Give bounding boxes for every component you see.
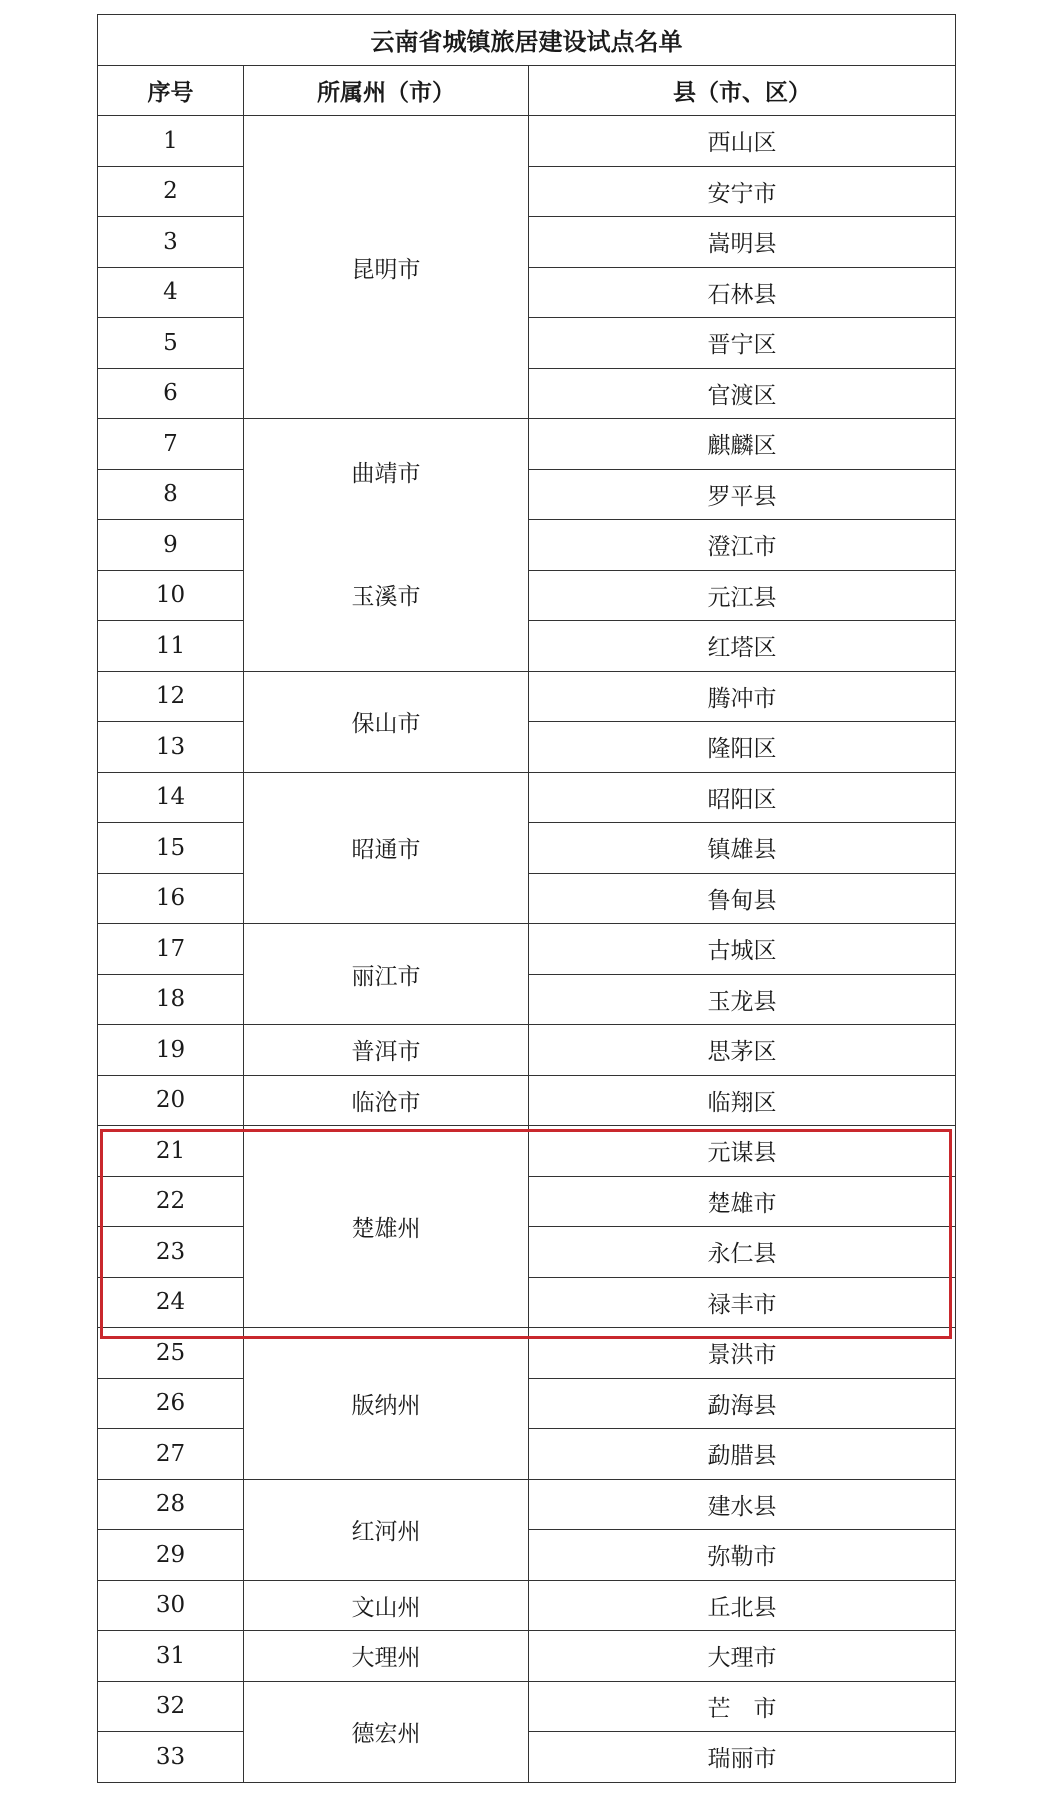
table-row [98, 1126, 956, 1177]
county-cell: 思茅区 [529, 1025, 956, 1076]
county-cell: 鲁甸县 [529, 873, 956, 924]
row-index: 17 [98, 924, 244, 975]
table-row [98, 1075, 956, 1126]
row-index: 13 [98, 722, 244, 773]
row-index: 18 [98, 974, 244, 1025]
row-index: 12 [98, 671, 244, 722]
table-row [98, 419, 956, 470]
county-cell: 建水县 [529, 1479, 956, 1530]
row-index: 28 [98, 1479, 244, 1530]
county-cell: 官渡区 [529, 368, 956, 419]
row-index: 24 [98, 1277, 244, 1328]
county-cell: 弥勒市 [529, 1530, 956, 1581]
county-cell: 澄江市 [529, 520, 956, 571]
prefecture-cell: 丽江市 [244, 924, 529, 1025]
row-index: 32 [98, 1681, 244, 1732]
county-cell: 西山区 [529, 116, 956, 167]
prefecture-cell: 版纳州 [244, 1328, 529, 1480]
table-row [98, 1328, 956, 1379]
row-index: 33 [98, 1732, 244, 1783]
county-cell: 古城区 [529, 924, 956, 975]
prefecture-cell: 昆明市 [244, 116, 529, 419]
prefecture-cell [244, 419, 529, 672]
county-cell: 元江县 [529, 570, 956, 621]
county-cell: 安宁市 [529, 166, 956, 217]
row-index: 19 [98, 1025, 244, 1076]
county-cell: 腾冲市 [529, 671, 956, 722]
row-index: 30 [98, 1580, 244, 1631]
row-index: 3 [98, 217, 244, 268]
prefecture-cell: 德宏州 [244, 1681, 529, 1782]
row-index: 21 [98, 1126, 244, 1177]
header-county: 县（市、区） [529, 65, 956, 116]
pilot-list-sheet [97, 14, 955, 1783]
table-row [98, 116, 956, 167]
row-index: 26 [98, 1378, 244, 1429]
row-index: 23 [98, 1227, 244, 1278]
prefecture-cell: 临沧市 [244, 1075, 529, 1126]
county-cell: 石林县 [529, 267, 956, 318]
row-index: 14 [98, 772, 244, 823]
table-row [98, 1025, 956, 1076]
county-cell: 勐腊县 [529, 1429, 956, 1480]
table-row [98, 671, 956, 722]
header-row [98, 65, 956, 116]
prefecture-cell: 楚雄州 [244, 1126, 529, 1328]
county-cell: 临翔区 [529, 1075, 956, 1126]
row-index: 8 [98, 469, 244, 520]
row-index: 25 [98, 1328, 244, 1379]
table-row [98, 924, 956, 975]
county-cell: 勐海县 [529, 1378, 956, 1429]
row-index: 22 [98, 1176, 244, 1227]
prefecture-cell: 普洱市 [244, 1025, 529, 1076]
prefecture-cell: 保山市 [244, 671, 529, 772]
county-cell: 永仁县 [529, 1227, 956, 1278]
county-cell: 瑞丽市 [529, 1732, 956, 1783]
table-row [98, 1631, 956, 1682]
county-cell: 玉龙县 [529, 974, 956, 1025]
county-cell: 镇雄县 [529, 823, 956, 874]
prefecture-label: 玉溪市 [351, 584, 421, 611]
title-row [98, 15, 956, 66]
table-row [98, 1681, 956, 1732]
row-index: 7 [98, 419, 244, 470]
prefecture-cell: 昭通市 [244, 772, 529, 924]
county-cell: 元谋县 [529, 1126, 956, 1177]
header-prefecture: 所属州（市） [244, 65, 529, 116]
table-row [98, 772, 956, 823]
row-index: 9 [98, 520, 244, 571]
row-index: 1 [98, 116, 244, 167]
row-index: 15 [98, 823, 244, 874]
county-cell: 红塔区 [529, 621, 956, 672]
row-index: 20 [98, 1075, 244, 1126]
county-cell: 昭阳区 [529, 772, 956, 823]
county-cell: 麒麟区 [529, 419, 956, 470]
county-cell: 隆阳区 [529, 722, 956, 773]
row-index: 5 [98, 318, 244, 369]
county-cell: 嵩明县 [529, 217, 956, 268]
prefecture-cell: 文山州 [244, 1580, 529, 1631]
prefecture-cell: 大理州 [244, 1631, 529, 1682]
table-title: 云南省城镇旅居建设试点名单 [98, 15, 956, 66]
table-row [98, 1479, 956, 1530]
prefecture-label: 曲靖市 [351, 460, 421, 487]
county-cell: 丘北县 [529, 1580, 956, 1631]
county-cell: 楚雄市 [529, 1176, 956, 1227]
row-index: 2 [98, 166, 244, 217]
county-cell: 芒 市 [529, 1681, 956, 1732]
pilot-list-table [97, 14, 956, 1783]
row-index: 16 [98, 873, 244, 924]
prefecture-cell: 红河州 [244, 1479, 529, 1580]
county-cell: 晋宁区 [529, 318, 956, 369]
row-index: 10 [98, 570, 244, 621]
header-index: 序号 [98, 65, 244, 116]
table-row [98, 1580, 956, 1631]
row-index: 11 [98, 621, 244, 672]
row-index: 27 [98, 1429, 244, 1480]
row-index: 29 [98, 1530, 244, 1581]
county-cell: 禄丰市 [529, 1277, 956, 1328]
table-body [98, 116, 956, 1783]
row-index: 4 [98, 267, 244, 318]
row-index: 6 [98, 368, 244, 419]
county-cell: 景洪市 [529, 1328, 956, 1379]
county-cell: 大理市 [529, 1631, 956, 1682]
row-index: 31 [98, 1631, 244, 1682]
county-cell: 罗平县 [529, 469, 956, 520]
